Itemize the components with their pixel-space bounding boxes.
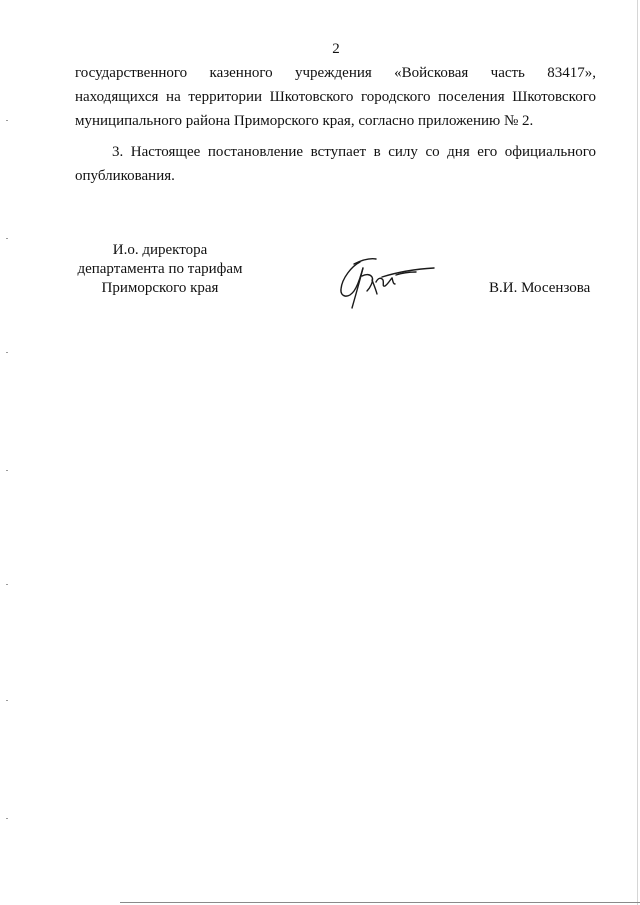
paragraph-1-line-1: государственного казенного учреждения «Войсковая часть 83417», <box>75 65 596 81</box>
signer-name: В.И. Мосензова <box>489 280 591 296</box>
page-number: 2 <box>332 41 340 57</box>
scan-edge-marks <box>6 0 10 905</box>
paragraph-2-line-2: опубликования. <box>75 168 175 184</box>
scan-edge-right <box>637 0 638 905</box>
scan-edge-bottom <box>120 902 640 903</box>
paragraph-2 <box>75 140 596 188</box>
paragraph-2-line-1: 3. Настоящее постановление вступает в силу со дня его официального <box>112 144 596 160</box>
signer-position <box>60 241 260 298</box>
paragraph-1-line-2: находящихся на территории Шкотовского городского поселения Шкотовского <box>75 89 596 105</box>
signer-position-line-2: департамента по тарифам <box>77 261 243 277</box>
signer-position-line-1: И.о. директора <box>112 242 208 258</box>
signer-position-line-3: Приморского края <box>101 280 219 296</box>
handwritten-signature <box>330 244 440 314</box>
paragraph-1 <box>75 61 596 133</box>
paragraph-1-line-3: муниципального района Приморского края, согласно приложению № 2. <box>75 113 534 129</box>
